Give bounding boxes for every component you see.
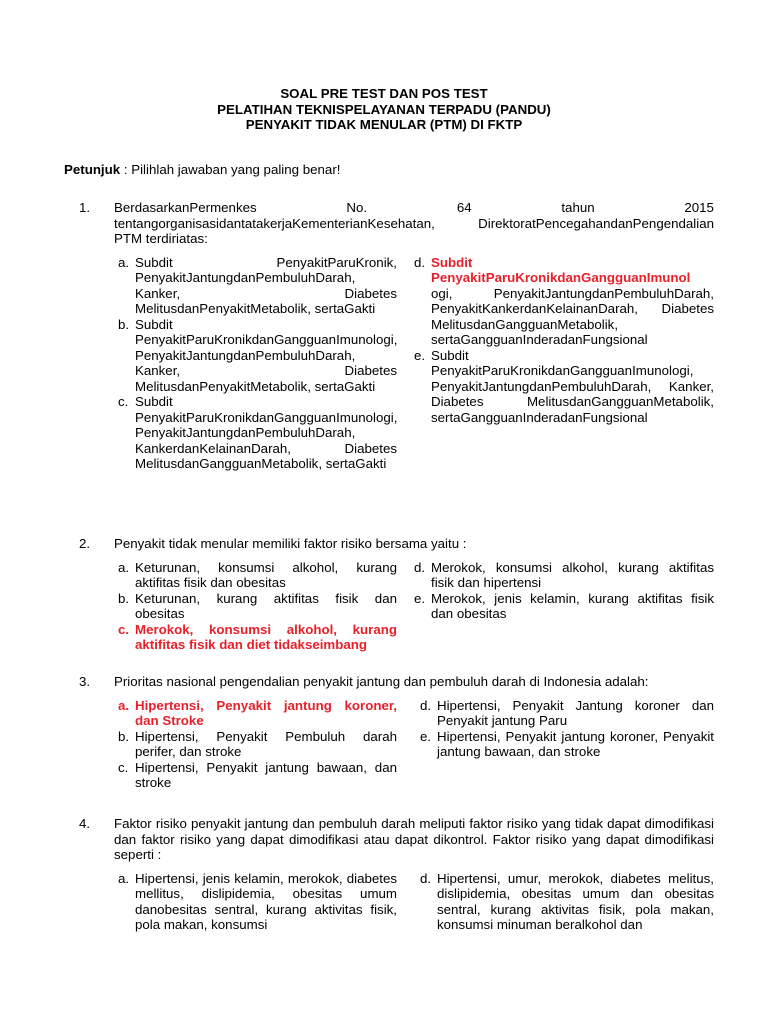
option-text: ogi, PenyakitJantungdanPembuluhDarah, PenyakitKankerdanKelainanDarah, Diabetes MelitusdanGangguanMetabolik, sertaGangguanInderadanFungsional bbox=[431, 285, 714, 347]
document-header bbox=[0, 86, 768, 133]
option-text: Merokok, konsumsi alkohol, kurang aktifitas fisik dan diet tidakseimbang bbox=[135, 621, 397, 652]
option-letter: d. bbox=[420, 697, 432, 713]
option-text: Hipertensi, Penyakit jantung koroner, dan Stroke bbox=[135, 697, 397, 728]
option-d-correct[interactable] bbox=[410, 255, 714, 348]
option-d[interactable] bbox=[416, 698, 714, 729]
option-e[interactable] bbox=[410, 348, 714, 426]
instruction-label: Petunjuk bbox=[64, 162, 121, 177]
option-c[interactable] bbox=[114, 394, 397, 472]
option-text: Subdit PenyakitParuKronikdanGangguanImunologi, PenyakitJantungdanPembuluhDarah, KankerdanKelainanDarah, Diabetes MelitusdanGangguanMetabolik, sertaGakti bbox=[135, 394, 398, 471]
question-text: Prioritas nasional pengendalian penyakit jantung dan pembuluh darah di Indonesia adalah: bbox=[114, 674, 649, 689]
option-text: Merokok, jenis kelamin, kurang aktifitas fisik dan obesitas bbox=[431, 590, 714, 621]
option-b[interactable] bbox=[114, 317, 397, 395]
option-text: Hipertensi, Penyakit Pembuluh darah perifer, dan stroke bbox=[135, 728, 397, 759]
text-word: No. bbox=[346, 200, 368, 215]
option-letter: a. bbox=[118, 870, 130, 886]
option-d[interactable] bbox=[410, 560, 714, 591]
option-a-correct[interactable] bbox=[114, 698, 397, 729]
options-right-column bbox=[416, 871, 714, 933]
question-3 bbox=[64, 674, 714, 790]
option-letter: d. bbox=[414, 254, 426, 270]
question-number: 4. bbox=[79, 816, 91, 831]
question-text: Faktor risiko penyakit jantung dan pembuluh darah meliputi faktor risiko yang tidak dapat dimodifikasi dan faktor risiko yang dapat dimodifikasi atau dapat dikontrol. Faktor risiko yang dapat dimodifikasi seperti : bbox=[114, 816, 714, 862]
option-letter: a. bbox=[118, 254, 130, 270]
question-4 bbox=[64, 816, 714, 932]
option-e[interactable] bbox=[416, 729, 714, 760]
option-text: Subdit PenyakitParuKronikdanGangguanImunologi, PenyakitJantungdanPembuluhDarah, Kanker, Diabetes MelitusdanPenyakitMetabolik, sertaGakti bbox=[135, 316, 398, 394]
option-text-highlight: Subdit bbox=[431, 254, 473, 270]
question-text: Penyakit tidak menular memiliki faktor risiko bersama yaitu : bbox=[114, 536, 467, 551]
option-text: Hipertensi, Penyakit jantung koroner, Penyakit jantung bawaan, dan stroke bbox=[437, 728, 714, 759]
instruction bbox=[64, 162, 340, 178]
options-left-column bbox=[114, 560, 397, 653]
question-text-line-1 bbox=[114, 200, 714, 216]
option-letter: b. bbox=[118, 590, 130, 606]
option-letter: e. bbox=[414, 590, 426, 606]
option-letter: e. bbox=[420, 728, 432, 744]
options-left-column bbox=[114, 255, 397, 472]
options-right-column bbox=[410, 560, 714, 622]
option-text: Merokok, konsumsi alkohol, kurang aktifitas fisik dan hipertensi bbox=[431, 559, 714, 590]
option-a[interactable] bbox=[114, 560, 397, 591]
instruction-text: : Pilihlah jawaban yang paling benar! bbox=[120, 162, 341, 177]
options-right-column bbox=[416, 698, 714, 760]
option-text: Keturunan, konsumsi alkohol, kurang aktifitas fisik dan obesitas bbox=[135, 559, 397, 590]
question-number: 2. bbox=[79, 536, 91, 551]
option-text-highlight: PenyakitParuKronikdanGangguanImunol bbox=[431, 270, 691, 285]
question-number: 1. bbox=[79, 200, 91, 215]
text-word: BerdasarkanPermenkes bbox=[114, 200, 257, 215]
option-d[interactable] bbox=[416, 871, 714, 933]
option-letter: d. bbox=[420, 870, 432, 886]
question-text-line-2: tentangorganisasidantatakerjaKementerianKesehatan, DirektoratPencegahandanPengendalian bbox=[114, 215, 714, 231]
options-left-column bbox=[114, 698, 397, 791]
header-line-1: SOAL PRE TEST DAN POS TEST bbox=[280, 86, 488, 101]
option-text: Hipertensi, Penyakit jantung bawaan, dan stroke bbox=[135, 759, 397, 790]
option-letter: c. bbox=[118, 394, 129, 409]
header-line-2: PELATIHAN TEKNISPELAYANAN TERPADU (PANDU) bbox=[217, 101, 551, 117]
question-number: 3. bbox=[79, 674, 91, 689]
option-text: Subdit PenyakitParuKronikdanGangguanImunologi, PenyakitJantungdanPembuluhDarah, Kanker, Diabetes MelitusdanGangguanMetabolik, sertaGangguanInderadanFungsional bbox=[431, 347, 714, 425]
option-b[interactable] bbox=[114, 591, 397, 622]
header-line-3: PENYAKIT TIDAK MENULAR (PTM) DI FKTP bbox=[245, 117, 523, 132]
question-text bbox=[114, 200, 714, 247]
question-text-line-3: PTM terdiriatas: bbox=[114, 231, 208, 246]
question-1 bbox=[64, 200, 714, 471]
option-c[interactable] bbox=[114, 760, 397, 791]
option-a[interactable] bbox=[114, 871, 397, 933]
option-letter: a. bbox=[118, 697, 130, 713]
option-e[interactable] bbox=[410, 591, 714, 622]
option-text: Subdit PenyakitParuKronik, PenyakitJantungdanPembuluhDarah, Kanker, Diabetes MelitusdanPenyakitMetabolik, sertaGakti bbox=[135, 254, 397, 316]
option-letter: a. bbox=[118, 559, 130, 575]
option-text: Keturunan, kurang aktifitas fisik dan obesitas bbox=[135, 590, 397, 621]
option-letter: c. bbox=[118, 621, 130, 637]
option-letter: b. bbox=[118, 316, 130, 332]
option-b[interactable] bbox=[114, 729, 397, 760]
option-letter: e. bbox=[414, 347, 426, 363]
option-c-correct[interactable] bbox=[114, 622, 397, 653]
text-word: tahun bbox=[561, 200, 595, 215]
option-letter: d. bbox=[414, 559, 426, 575]
option-letter: c. bbox=[118, 759, 129, 775]
text-word: 2015 bbox=[684, 200, 714, 215]
option-a[interactable] bbox=[114, 255, 397, 317]
option-letter: b. bbox=[118, 728, 130, 744]
option-text: Hipertensi, jenis kelamin, merokok, diabetes mellitus, dislipidemia, obesitas umum danobesitas sentral, kurang aktivitas fisik, pola makan, konsumsi bbox=[135, 870, 397, 932]
text-word: 64 bbox=[456, 200, 472, 215]
options-left-column bbox=[114, 871, 397, 933]
option-text: Hipertensi, Penyakit Jantung koroner dan Penyakit jantung Paru bbox=[437, 697, 714, 728]
options-right-column bbox=[410, 255, 714, 426]
question-2 bbox=[64, 536, 714, 652]
option-text: Hipertensi, umur, merokok, diabetes melitus, dislipidemia, obesitas umum dan obesitas sentral, kurang aktivitas fisik, pola makan, konsumsi minuman beralkohol dan bbox=[437, 870, 714, 932]
